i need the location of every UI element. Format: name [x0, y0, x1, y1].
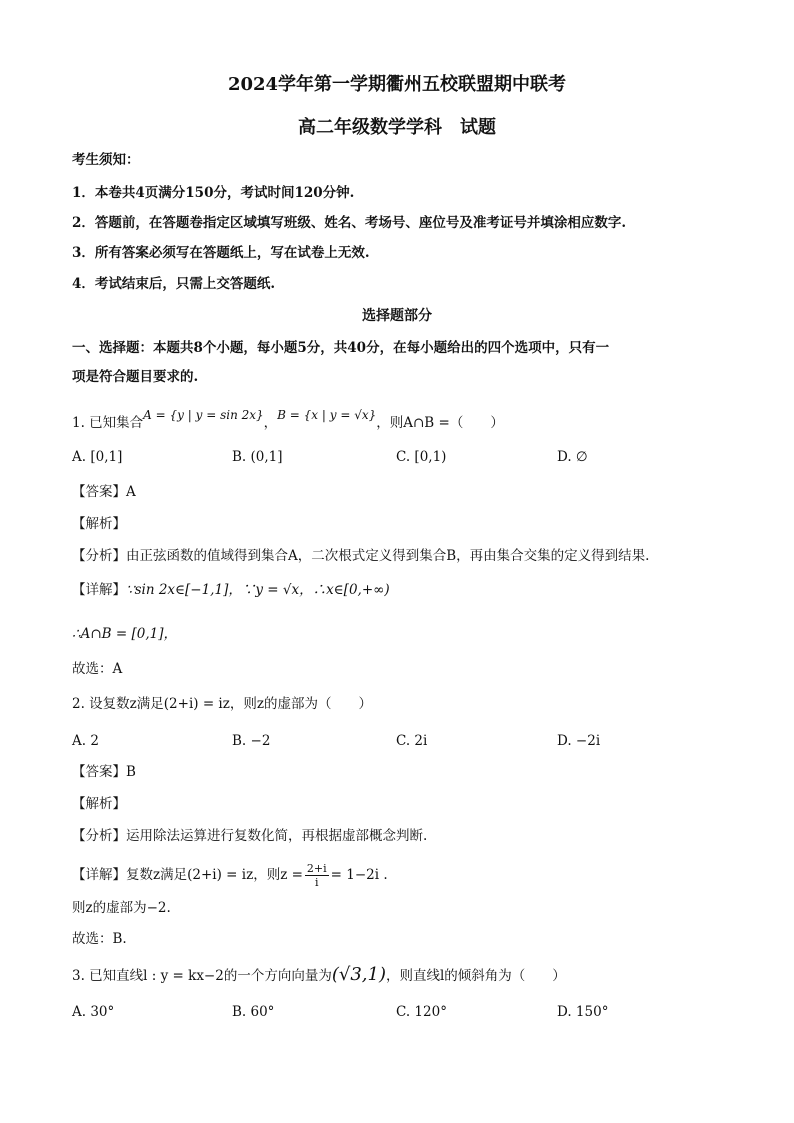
analysis-label: 【解析】 — [72, 516, 126, 532]
choose-value: B. — [112, 931, 127, 947]
fenxi-row — [72, 546, 649, 566]
set-a: A = {y | y = sin 2x} — [143, 408, 264, 422]
choose-value: A — [112, 661, 123, 677]
detail-label: 【详解】 — [72, 582, 126, 598]
answer-row — [72, 762, 136, 782]
choose-label: 故选： — [72, 661, 113, 677]
choose-row — [72, 929, 127, 949]
answer-label: 【答案】 — [72, 764, 126, 780]
fraction-numerator: 2+i — [306, 862, 327, 875]
answer-label: 【答案】 — [72, 484, 126, 500]
question-3-stem — [72, 965, 566, 986]
question-3-ask: ，则直线l的倾斜角为（ ） — [385, 968, 566, 984]
option-a: A. 2 — [72, 733, 99, 749]
detail-result: = 1−2i . — [330, 867, 388, 883]
question-1-ask: ，则A∩B =（ ） — [376, 415, 504, 431]
notice-item: 3．所有答案必须写在答题纸上，写在试卷上无效. — [72, 245, 370, 261]
answer-value: B — [126, 764, 136, 780]
detail-row — [72, 580, 390, 600]
fenxi-text: 由正弦函数的值域得到集合A，二次根式定义得到集合B，再由集合交集的定义得到结果. — [126, 548, 650, 564]
section-intro: 一、选择题：本题共8个小题，每小题5分，共40分，在每小题给出的四个选项中，只有一 — [72, 340, 610, 356]
section-intro-cont: 项是符合题目要求的. — [72, 369, 199, 385]
notice-item: 4．考试结束后，只需上交答题纸. — [72, 276, 276, 292]
fraction-denominator: i — [315, 876, 319, 889]
notice-item: 2．答题前，在答题卷指定区域填写班级、姓名、考场号、座位号及准考证号并填涂相应数字. — [72, 215, 627, 231]
direction-vector: (√3,1) — [331, 964, 386, 985]
analysis-label: 【解析】 — [72, 796, 126, 812]
fenxi-label: 【分析】 — [72, 548, 126, 564]
choose-label: 故选： — [72, 931, 113, 947]
option-d: D. −2i — [557, 733, 601, 749]
notice-item: 1．本卷共4页满分150分，考试时间120分钟. — [72, 185, 355, 201]
fenxi-row — [72, 826, 427, 846]
option-b: B. −2 — [232, 733, 271, 749]
fenxi-text: 运用除法运算进行复数化简，再根据虚部概念判断. — [126, 828, 428, 844]
answer-row — [72, 482, 136, 502]
detail-label: 【详解】 — [72, 867, 126, 883]
option-a: A. [0,1] — [72, 449, 123, 465]
option-c: C. 120° — [396, 1004, 447, 1020]
notice-heading: 考生须知： — [72, 152, 140, 168]
set-b: B = {x | y = √x} — [277, 408, 377, 422]
detail-text: ∵sin 2x∈[−1,1]，∵y = √x，∴x∈[0,+∞) — [126, 582, 390, 598]
detail-conclusion: ∴A∩B = [0,1]， — [72, 626, 177, 642]
option-c: C. 2i — [396, 733, 428, 749]
exam-title: 2024学年第一学期衢州五校联盟期中联考 — [227, 74, 567, 95]
question-1-number: 1. 已知集合 — [72, 415, 144, 431]
fenxi-label: 【分析】 — [72, 828, 126, 844]
option-d: D. 150° — [557, 1004, 609, 1020]
exam-subtitle: 高二年级数学学科 试题 — [298, 117, 496, 138]
option-b: B. (0,1] — [232, 449, 283, 465]
detail-row — [72, 858, 388, 892]
option-d: D. ∅ — [557, 449, 588, 465]
answer-value: A — [126, 484, 136, 500]
question-1-stem: 1. 已知集合A = {y | y = sin 2x}，B = {x | y = √x}，则A∩B =（ ） — [72, 408, 504, 431]
choose-row — [72, 659, 122, 679]
detail-conclusion: 则z的虚部为−2. — [72, 900, 171, 916]
question-2-stem: 2. 设复数z满足(2+i) = iz，则z的虚部为（ ） — [72, 696, 372, 712]
detail-text: 复数z满足(2+i) = iz，则z = — [126, 867, 303, 883]
option-b: B. 60° — [232, 1004, 275, 1020]
option-c: C. [0,1) — [396, 449, 447, 465]
question-3-text: 3. 已知直线l : y = kx−2的一个方向向量为 — [72, 968, 332, 984]
section-title: 选择题部分 — [362, 308, 432, 324]
option-a: A. 30° — [72, 1004, 115, 1020]
fraction — [305, 862, 329, 889]
